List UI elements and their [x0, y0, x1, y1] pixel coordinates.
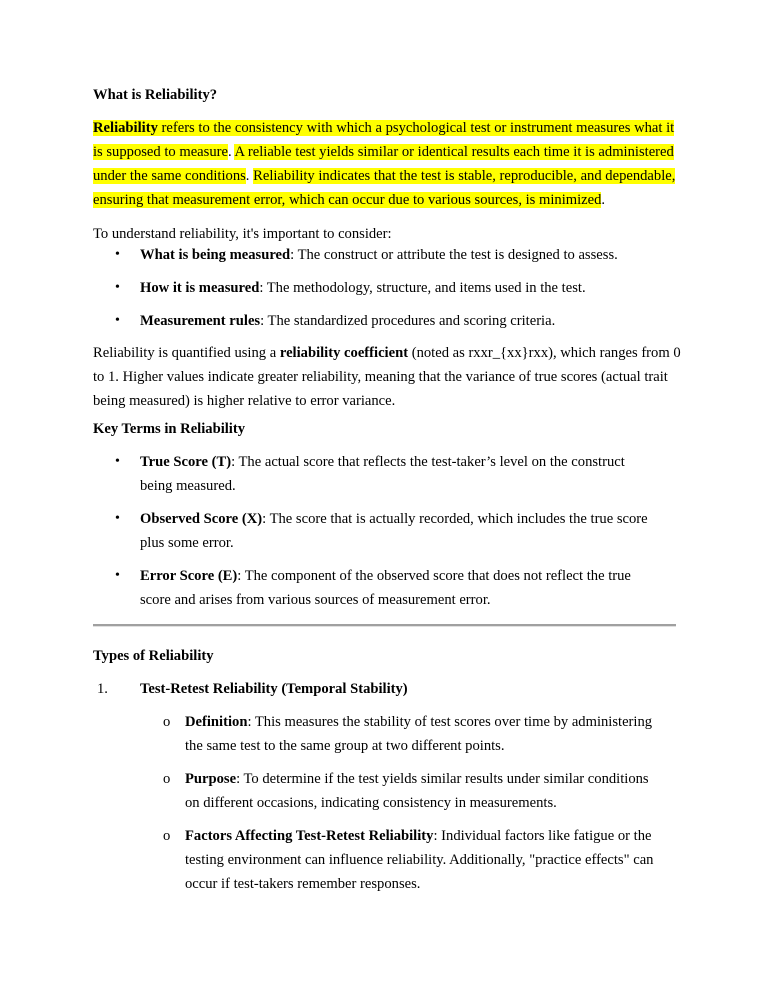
heading-what-is-reliability: What is Reliability?: [93, 87, 218, 103]
list-item: Factors Affecting Test-Retest Reliability: Individual factors like fatigue or the testing environment can influence reliability. Additionally, "practice effects" can occur if test-takers remember responses.: [185, 828, 654, 892]
heading-types-of-reliability: Types of Reliability: [93, 648, 214, 664]
bullet-icon: •: [115, 280, 120, 295]
sub-bullet-icon: o: [163, 714, 171, 730]
sub-bullet-icon: o: [163, 828, 171, 844]
list-item: Error Score (E): The component of the observed score that does not reflect the true score and arises from various sources of measurement error.: [140, 568, 631, 608]
list-item: What is being measured: The construct or attribute the test is designed to assess.: [140, 247, 618, 263]
heading-key-terms: Key Terms in Reliability: [93, 421, 246, 437]
bullet-icon: •: [115, 247, 120, 262]
list-item: Observed Score (X): The score that is actually recorded, which includes the true score plus some error.: [140, 511, 648, 551]
bullet-icon: •: [115, 313, 120, 328]
list-item: Definition: This measures the stability of test scores over time by administering the same test to the same group at two different points.: [185, 714, 653, 754]
intro-sentence-1: refers to the consistency with which a psychological test or instrument measures what it is supposed to measure: [93, 120, 675, 160]
list-item: True Score (T): The actual score that reflects the test-taker’s level on the construct being measured.: [140, 454, 625, 494]
intro-sentence-2: A reliable test yields similar or identical results each time it is administered under the same conditions: [93, 144, 674, 184]
reliability-term: Reliability: [93, 120, 158, 136]
list-item: Measurement rules: The standardized procedures and scoring criteria.: [140, 313, 556, 329]
bullet-icon: •: [115, 568, 120, 583]
type-title: Test-Retest Reliability (Temporal Stability): [140, 681, 408, 697]
list-item: Purpose: To determine if the test yields similar results under similar conditions on different occasions, indicating consistency in measurements.: [185, 771, 649, 811]
list-item: How it is measured: The methodology, structure, and items used in the test.: [140, 280, 586, 296]
bullet-icon: •: [115, 511, 120, 526]
list-number: 1.: [97, 681, 108, 697]
reliability-coefficient-term: reliability coefficient: [279, 345, 409, 361]
bullet-icon: •: [115, 454, 120, 469]
coefficient-paragraph: Reliability is quantified using a reliability coefficient (noted as rxxr_{xx}rxx), which ranges from 0 to 1. Higher values indicate greater reliability, meaning that the variance of true scores (actual trait being measured) is higher relative to error variance.: [93, 345, 681, 409]
horizontal-divider: [93, 624, 676, 627]
intro-paragraph: Reliability refers to the consistency with which a psychological test or instrument measures what it is supposed to measure. A reliable test yields similar or identical results each time it is administered under the same conditions. Reliability indicates that the test is stable, reproducible, and dependable, ensuring that measurement error, which can occur due to various sources, is minimized.: [93, 120, 676, 208]
consider-paragraph: To understand reliability, it's important to consider:: [93, 226, 392, 242]
sub-bullet-icon: o: [163, 771, 171, 787]
intro-sentence-3: Reliability indicates that the test is stable, reproducible, and dependable, ensuring that measurement error, which can occur due to various sources, is minimized: [93, 168, 676, 208]
